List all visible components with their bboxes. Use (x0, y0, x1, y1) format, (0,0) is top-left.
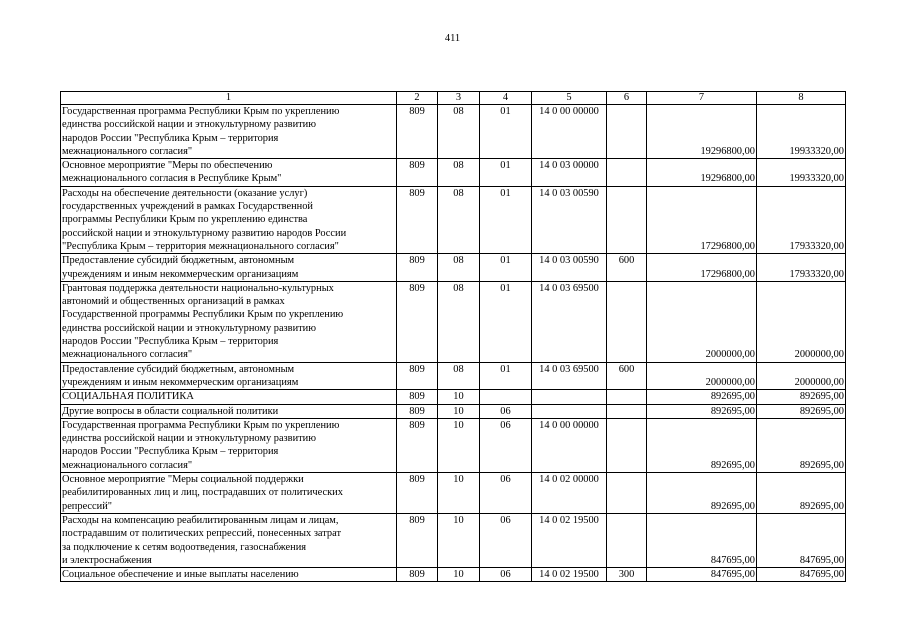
row-amount-year1-cell: 892695,00 (647, 473, 757, 514)
row-target-article-cell: 14 0 03 00590 (532, 254, 607, 282)
row-section-code-cell: 10 (438, 473, 480, 514)
row-target-article-cell: 14 0 03 00000 (532, 159, 607, 187)
table-row (61, 281, 846, 362)
table-header-row (61, 92, 846, 105)
row-grbs-code-cell: 809 (397, 513, 438, 567)
table-row (61, 254, 846, 282)
row-amount-year2-cell: 19933320,00 (757, 105, 846, 159)
row-amount-year2-cell: 847695,00 (757, 568, 846, 582)
row-name-cell: Другие вопросы в области социальной политики (61, 404, 397, 418)
row-section-code-cell: 08 (438, 254, 480, 282)
row-section-code-cell: 10 (438, 404, 480, 418)
row-subsection-code-cell: 06 (480, 418, 532, 472)
row-subsection-code-cell: 06 (480, 513, 532, 567)
row-target-article-cell: 14 0 00 00000 (532, 418, 607, 472)
row-expense-type-cell (607, 105, 647, 159)
row-section-code-cell: 08 (438, 186, 480, 253)
row-target-article-cell: 14 0 02 19500 (532, 513, 607, 567)
row-amount-year2-cell: 2000000,00 (757, 362, 846, 390)
row-name-cell: Грантовая поддержка деятельности национально-культурных автономий и общественных организаций в рамках Государственной программы Республики Крым по укреплению единства российской нации и этнокультурному развитию народов России "Республика Крым – территория межнационального согласия" (61, 281, 397, 362)
row-grbs-code-cell: 809 (397, 404, 438, 418)
header-cell-2: 2 (397, 92, 438, 105)
row-amount-year2-cell: 892695,00 (757, 473, 846, 514)
row-section-code-cell: 10 (438, 390, 480, 404)
row-section-code-cell: 08 (438, 105, 480, 159)
row-amount-year2-cell: 17933320,00 (757, 186, 846, 253)
header-cell-4: 4 (480, 92, 532, 105)
row-name-cell: Государственная программа Республики Крым по укреплению единства российской нации и этнокультурному развитию народов России "Республика Крым – территория межнационального согласия" (61, 105, 397, 159)
table-row (61, 105, 846, 159)
header-cell-6: 6 (607, 92, 647, 105)
row-amount-year1-cell: 17296800,00 (647, 186, 757, 253)
row-expense-type-cell (607, 418, 647, 472)
row-grbs-code-cell: 809 (397, 418, 438, 472)
row-subsection-code-cell: 06 (480, 404, 532, 418)
table-body (61, 92, 846, 582)
table-row (61, 362, 846, 390)
row-section-code-cell: 10 (438, 513, 480, 567)
row-name-cell: СОЦИАЛЬНАЯ ПОЛИТИКА (61, 390, 397, 404)
row-amount-year1-cell: 19296800,00 (647, 159, 757, 187)
row-subsection-code-cell: 01 (480, 281, 532, 362)
row-expense-type-cell (607, 404, 647, 418)
row-target-article-cell: 14 0 02 19500 (532, 568, 607, 582)
row-grbs-code-cell: 809 (397, 390, 438, 404)
row-amount-year1-cell: 892695,00 (647, 418, 757, 472)
row-amount-year1-cell: 847695,00 (647, 513, 757, 567)
row-name-cell: Расходы на компенсацию реабилитированным лицам и лицам, пострадавшим от политических репрессий, понесенных затрат за подключение к сетям водоотведения, газоснабжения и электроснабжения (61, 513, 397, 567)
row-grbs-code-cell: 809 (397, 254, 438, 282)
row-amount-year2-cell: 2000000,00 (757, 281, 846, 362)
row-expense-type-cell (607, 281, 647, 362)
row-section-code-cell: 08 (438, 159, 480, 187)
row-amount-year1-cell: 17296800,00 (647, 254, 757, 282)
row-target-article-cell: 14 0 02 00000 (532, 473, 607, 514)
row-amount-year1-cell: 2000000,00 (647, 281, 757, 362)
page-number: 411 (444, 33, 461, 44)
row-section-code-cell: 08 (438, 362, 480, 390)
row-amount-year2-cell: 892695,00 (757, 390, 846, 404)
row-target-article-cell (532, 404, 607, 418)
row-grbs-code-cell: 809 (397, 362, 438, 390)
row-grbs-code-cell: 809 (397, 473, 438, 514)
row-expense-type-cell (607, 473, 647, 514)
row-subsection-code-cell: 01 (480, 105, 532, 159)
row-subsection-code-cell: 06 (480, 473, 532, 514)
row-amount-year1-cell: 892695,00 (647, 390, 757, 404)
row-subsection-code-cell: 01 (480, 159, 532, 187)
table-row (61, 159, 846, 187)
row-grbs-code-cell: 809 (397, 568, 438, 582)
row-subsection-code-cell: 01 (480, 254, 532, 282)
row-target-article-cell (532, 390, 607, 404)
table-row (61, 568, 846, 582)
row-target-article-cell: 14 0 03 69500 (532, 281, 607, 362)
budget-table (60, 91, 846, 582)
row-expense-type-cell (607, 186, 647, 253)
row-expense-type-cell (607, 159, 647, 187)
row-section-code-cell: 10 (438, 418, 480, 472)
row-name-cell: Расходы на обеспечение деятельности (оказание услуг) государственных учреждений в рамках Государственной программы Республики Крым по укреплению единства российской нации и этнокультурному развитию народов России "Республика Крым – территория межнационального согласия" (61, 186, 397, 253)
row-amount-year2-cell: 892695,00 (757, 404, 846, 418)
row-expense-type-cell: 300 (607, 568, 647, 582)
table-row (61, 513, 846, 567)
row-amount-year1-cell: 847695,00 (647, 568, 757, 582)
row-amount-year1-cell: 2000000,00 (647, 362, 757, 390)
row-subsection-code-cell: 01 (480, 362, 532, 390)
row-name-cell: Предоставление субсидий бюджетным, автономным учреждениям и иным некоммерческим организациям (61, 362, 397, 390)
row-grbs-code-cell: 809 (397, 186, 438, 253)
row-subsection-code-cell (480, 390, 532, 404)
row-grbs-code-cell: 809 (397, 105, 438, 159)
row-amount-year2-cell: 19933320,00 (757, 159, 846, 187)
table-row (61, 404, 846, 418)
row-name-cell: Основное мероприятие "Меры социальной поддержки реабилитированных лиц и лиц, пострадавших от политических репрессий" (61, 473, 397, 514)
row-name-cell: Предоставление субсидий бюджетным, автономным учреждениям и иным некоммерческим организациям (61, 254, 397, 282)
header-cell-1: 1 (61, 92, 397, 105)
row-name-cell: Социальное обеспечение и иные выплаты населению (61, 568, 397, 582)
table-row (61, 186, 846, 253)
row-amount-year1-cell: 19296800,00 (647, 105, 757, 159)
header-cell-3: 3 (438, 92, 480, 105)
row-target-article-cell: 14 0 03 00590 (532, 186, 607, 253)
table-row (61, 473, 846, 514)
row-subsection-code-cell: 06 (480, 568, 532, 582)
header-cell-7: 7 (647, 92, 757, 105)
row-name-cell: Государственная программа Республики Крым по укреплению единства российской нации и этнокультурному развитию народов России "Республика Крым – территория межнационального согласия" (61, 418, 397, 472)
row-amount-year2-cell: 847695,00 (757, 513, 846, 567)
row-grbs-code-cell: 809 (397, 281, 438, 362)
row-subsection-code-cell: 01 (480, 186, 532, 253)
table-row (61, 418, 846, 472)
row-expense-type-cell: 600 (607, 254, 647, 282)
row-expense-type-cell: 600 (607, 362, 647, 390)
row-target-article-cell: 14 0 00 00000 (532, 105, 607, 159)
row-amount-year2-cell: 17933320,00 (757, 254, 846, 282)
row-name-cell: Основное мероприятие "Меры по обеспечению межнационального согласия в Республике Крым" (61, 159, 397, 187)
row-expense-type-cell (607, 390, 647, 404)
header-cell-5: 5 (532, 92, 607, 105)
header-cell-8: 8 (757, 92, 846, 105)
row-target-article-cell: 14 0 03 69500 (532, 362, 607, 390)
row-section-code-cell: 08 (438, 281, 480, 362)
row-grbs-code-cell: 809 (397, 159, 438, 187)
row-amount-year2-cell: 892695,00 (757, 418, 846, 472)
row-amount-year1-cell: 892695,00 (647, 404, 757, 418)
table-row (61, 390, 846, 404)
row-section-code-cell: 10 (438, 568, 480, 582)
row-expense-type-cell (607, 513, 647, 567)
